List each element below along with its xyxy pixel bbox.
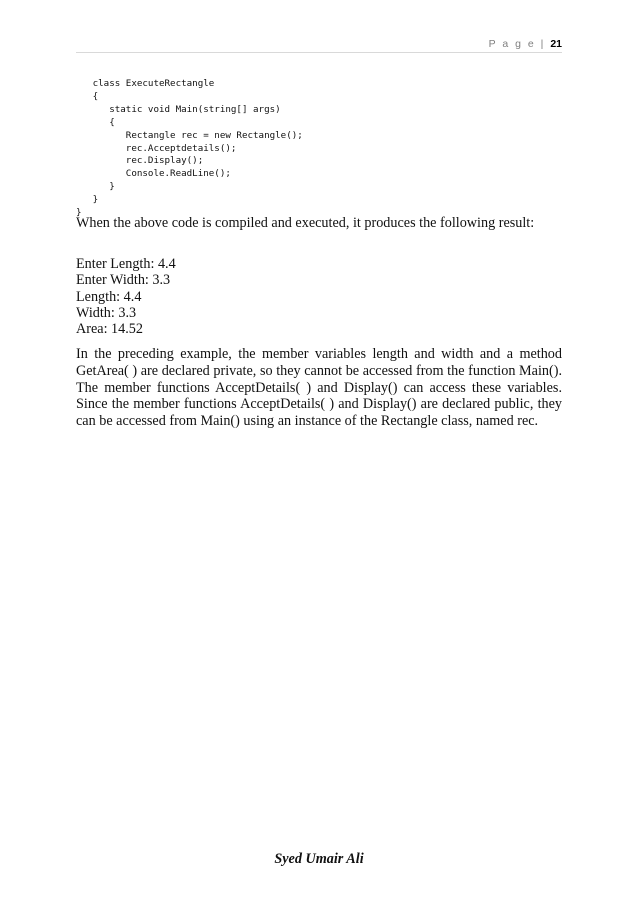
header-divider xyxy=(76,52,562,53)
output-line: Enter Width: 3.3 xyxy=(76,272,171,289)
code-line: rec.Display(); xyxy=(76,155,204,167)
page-label: P a g e xyxy=(488,38,536,50)
footer-author: Syed Umair Ali xyxy=(274,851,364,867)
output-line: Enter Length: 4.4 xyxy=(76,256,176,272)
output-line: Length: 4.4 xyxy=(76,288,142,305)
code-line: { xyxy=(76,116,115,128)
code-line: class ExecuteRectangle xyxy=(76,78,215,89)
code-block xyxy=(76,78,303,220)
program-output xyxy=(76,256,562,337)
code-line: { xyxy=(76,90,99,102)
output-line: Width: 3.3 xyxy=(76,304,137,321)
code-line: Console.ReadLine(); xyxy=(76,168,231,180)
intro-text: When the above code is compiled and executed, it produces the following result: xyxy=(76,215,535,231)
code-line: rec.Acceptdetails(); xyxy=(76,142,237,154)
code-line: } xyxy=(76,181,115,193)
explanation-paragraph: In the preceding example, the member variables length and width and a method GetArea( ) are declared private, so they cannot be accessed from the function Main(). The member functions AcceptDetails( ) and Display() can access these variables. Since the member functions AcceptDetails( ) and Display() are declared public, they can be accessed from Main() using an instance of the Rectangle class, named rec. xyxy=(76,346,562,430)
code-line: } xyxy=(76,207,82,219)
code-line: } xyxy=(76,194,99,206)
page-separator: | xyxy=(535,38,551,50)
code-line: Rectangle rec = new Rectangle(); xyxy=(76,129,303,141)
output-line: Area: 14.52 xyxy=(76,321,143,338)
page-header xyxy=(489,38,562,50)
page-number: 21 xyxy=(550,38,562,50)
code-line: static void Main(string[] args) xyxy=(76,103,281,115)
